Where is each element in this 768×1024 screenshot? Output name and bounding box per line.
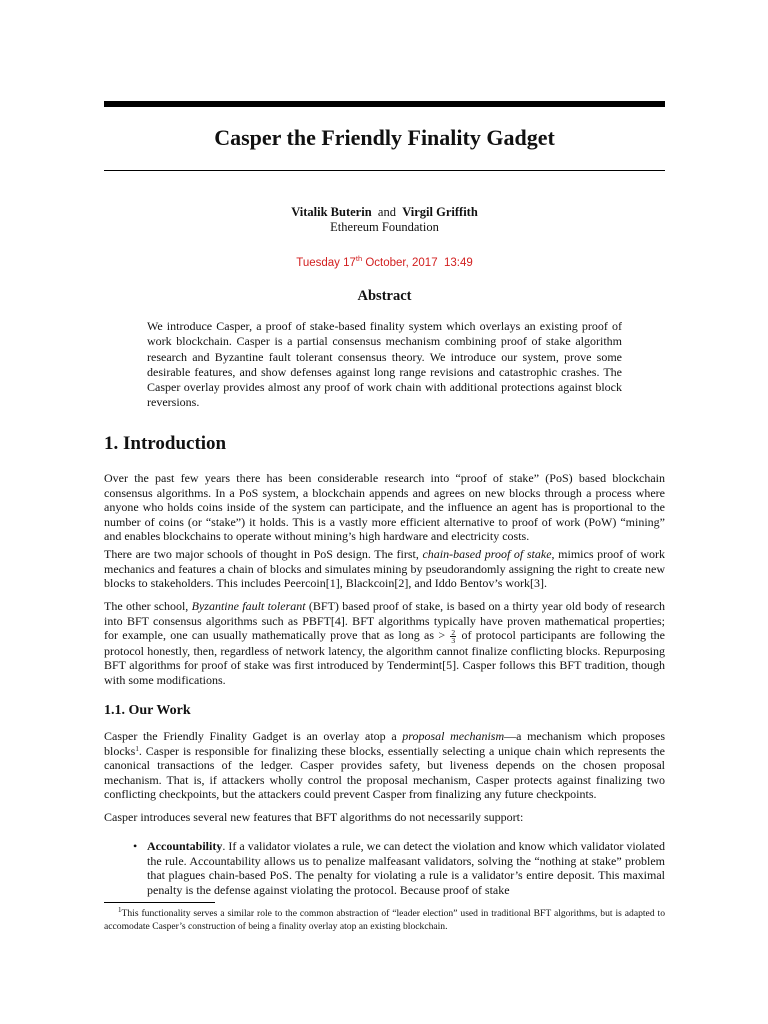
- author-conjunction: and: [377, 205, 396, 219]
- author-name: Vitalik Buterin: [291, 205, 372, 219]
- text-run: . Casper is responsible for finalizing these blocks, essentially selecting a unique chain which represents the canonical transactions of the ledger. Casper provides safety, but liveness depends on the chosen proposal mechanism. That is, if attackers wholly control the proposal mechanism, Casper protects against finalizing two conflicting checkpoints, but the attackers could prevent Casper from finalizing any future checkpoints.: [104, 743, 665, 801]
- emphasis: Byzantine fault tolerant: [191, 599, 306, 613]
- affiliation: Ethereum Foundation: [330, 220, 439, 234]
- paragraph: [104, 729, 665, 802]
- text-run: The other school,: [104, 599, 192, 613]
- text-run: —a mechanism which proposes blocks: [104, 729, 666, 758]
- bullet-term: Accountability: [147, 839, 223, 853]
- list-item: [147, 839, 665, 897]
- text-run: , mimics proof of work mechanics and features a chain of blocks and simulates mining by pseudorandomly assigning the right to create new blocks to stakeholders. This includes Peercoin[1], Blackcoin[2], and Iddo Bentov’s work[3].: [104, 547, 666, 590]
- fraction-denominator: 3: [451, 635, 456, 645]
- bullet-marker: •: [133, 839, 138, 853]
- emphasis: chain-based proof of stake: [422, 547, 552, 561]
- author-line: [104, 205, 665, 220]
- footnote-rule: [104, 902, 215, 903]
- text-run: of protocol participants are following the protocol honestly, then, regardless of network latency, the algorithm cannot finalize conflicting blocks. Repurposing BFT algorithms for proof of stake was first introduced by Tendermint[5]. Casper follows this BFT tradition, though with some modifications.: [104, 628, 665, 687]
- paper-title: Casper the Friendly Finality Gadget: [214, 125, 555, 150]
- text-run: There are two major schools of thought in PoS design. The first,: [104, 547, 423, 561]
- footnote-number: 1: [118, 906, 122, 914]
- paragraph: Casper introduces several new features that BFT algorithms do not necessarily support:: [104, 810, 524, 824]
- footnote-marker[interactable]: 1: [135, 744, 139, 753]
- paragraph: [104, 547, 665, 591]
- date-ordinal: th: [355, 254, 363, 263]
- paragraph: [104, 599, 665, 687]
- paragraph: Over the past few years there has been considerable research into “proof of stake” (PoS) based blockchain consensus algorithms. In a PoS system, a blockchain appends and agrees on new blocks through a process where anyone who holds coins inside of the system can participate, and the influence an agent has is proportional to the number of coins (or “stake”) it holds. This is a vastly more efficient alternative to proof of work (PoW) “mining” and enables blockchains to operate without mining’s high hardware and electricity costs.: [104, 471, 665, 543]
- footnote-text: This functionality serves a similar role to the common abstraction of “leader election” used in traditional BFT algorithms, but is adapted to accomodate Casper’s construction of being a finality overlay atop an existing blockchain.: [104, 908, 665, 932]
- emphasis: proposal mechanism: [402, 729, 505, 743]
- bullet-text: . If a validator violates a rule, we can detect the violation and know which validator violated the rule. Accountability allows us to penalize malfeasant validators, solving the “nothing at stake” problem that plagues chain-based PoS. The penalty for violating a rule is a validator’s entire deposit. This maximal penalty is the defense against violating the protocol. Because proof of stake: [147, 839, 665, 897]
- date-prefix: Tuesday 17: [296, 257, 356, 269]
- title-bottom-rule: [104, 170, 665, 171]
- footnote: [104, 907, 665, 933]
- author-name: Virgil Griffith: [402, 205, 478, 219]
- fraction: [450, 629, 456, 644]
- timestamp: [104, 256, 665, 270]
- subsection-heading-our-work: 1.1. Our Work: [104, 703, 191, 718]
- abstract-body: We introduce Casper, a proof of stake-based finality system which overlays an existing proof of work blockchain. Casper is a partial consensus mechanism combining proof of stake algorithm research and Byzantine fault tolerant consensus theory. We introduce our system, prove some desirable features, and show defenses against long range revisions and catastrophic crashes. The Casper overlay provides almost any proof of work chain with additional protections against block reversions.: [147, 319, 622, 410]
- title-top-rule: [104, 101, 665, 107]
- author-block: [104, 205, 665, 235]
- abstract-heading: Abstract: [357, 288, 412, 304]
- text-run: Casper the Friendly Finality Gadget is an overlay atop a: [104, 729, 403, 743]
- date-rest: October, 2017 13:49: [362, 257, 473, 269]
- text-run: (BFT) based proof of stake, is based on a thirty year old body of research into BFT consensus algorithms such as PBFT[4]. BFT algorithms typically have proven mathematical properties; for example, one can usually mathematically prove that as long as >: [104, 599, 665, 642]
- section-heading-introduction: 1. Introduction: [104, 433, 227, 454]
- fraction-numerator: 2: [451, 627, 456, 637]
